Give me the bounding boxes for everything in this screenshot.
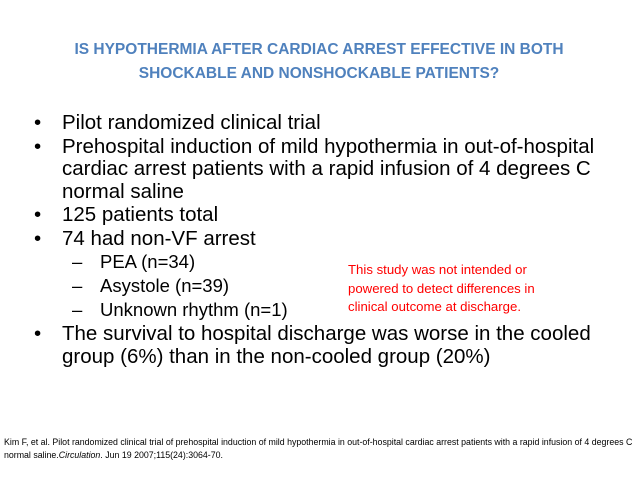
sub-bullet-text: PEA (n=34) bbox=[100, 251, 196, 272]
dash-icon: – bbox=[72, 275, 83, 296]
bullet-text: The survival to hospital discharge was worse in the cooled group (6%) than in the non-cooled group (20%) bbox=[62, 322, 591, 368]
bullet-item bbox=[34, 204, 624, 227]
bullet-text: Pilot randomized clinical trial bbox=[62, 111, 321, 134]
sub-bullet-text: Asystole (n=39) bbox=[100, 275, 230, 296]
bullet-list bbox=[34, 112, 624, 369]
red-note bbox=[348, 261, 588, 317]
bullet-dot-icon: • bbox=[34, 203, 42, 226]
note-line-2: powered to detect differences in bbox=[348, 280, 535, 296]
slide-title bbox=[20, 38, 618, 86]
bullet-text: 74 had non-VF arrest bbox=[62, 226, 256, 250]
sub-bullet-text: Unknown rhythm (n=1) bbox=[100, 299, 288, 320]
bullet-text: Prehospital induction of mild hypothermia in out-of-hospital cardiac arrest patients with a rapid infusion of 4 degrees C normal saline bbox=[62, 134, 595, 203]
bullet-dot-icon: • bbox=[34, 111, 42, 134]
bullet-item bbox=[34, 112, 624, 135]
note-line-1: This study was not intended or bbox=[348, 262, 527, 277]
slide-title-line-1: IS HYPOTHERMIA AFTER CARDIAC ARREST EFFECTIVE IN BOTH bbox=[74, 41, 564, 58]
citation-details: . Jun 19 2007;115(24):3064-70. bbox=[100, 450, 223, 460]
dash-icon: – bbox=[72, 299, 83, 320]
dash-icon: – bbox=[72, 251, 83, 272]
citation-journal: Circulation bbox=[58, 450, 101, 460]
citation-main: Kim F, et al. Pilot randomized clinical trial of prehospital induction of mild hypothermia in out-of-hospital cardiac arrest patients with a rapid infusion of 4 degrees C normal saline. bbox=[4, 437, 633, 460]
bullet-dot-icon: • bbox=[34, 226, 42, 250]
bullet-dot-icon: • bbox=[34, 322, 42, 345]
note-line-3: clinical outcome at discharge. bbox=[348, 299, 521, 314]
bullet-item bbox=[34, 323, 624, 368]
slide-title-line-2: SHOCKABLE AND NONSHOCKABLE PATIENTS? bbox=[138, 65, 500, 82]
citation bbox=[4, 436, 634, 462]
bullet-item bbox=[34, 136, 624, 204]
bullet-text: 125 patients total bbox=[62, 203, 219, 226]
bullet-dot-icon: • bbox=[34, 134, 42, 158]
